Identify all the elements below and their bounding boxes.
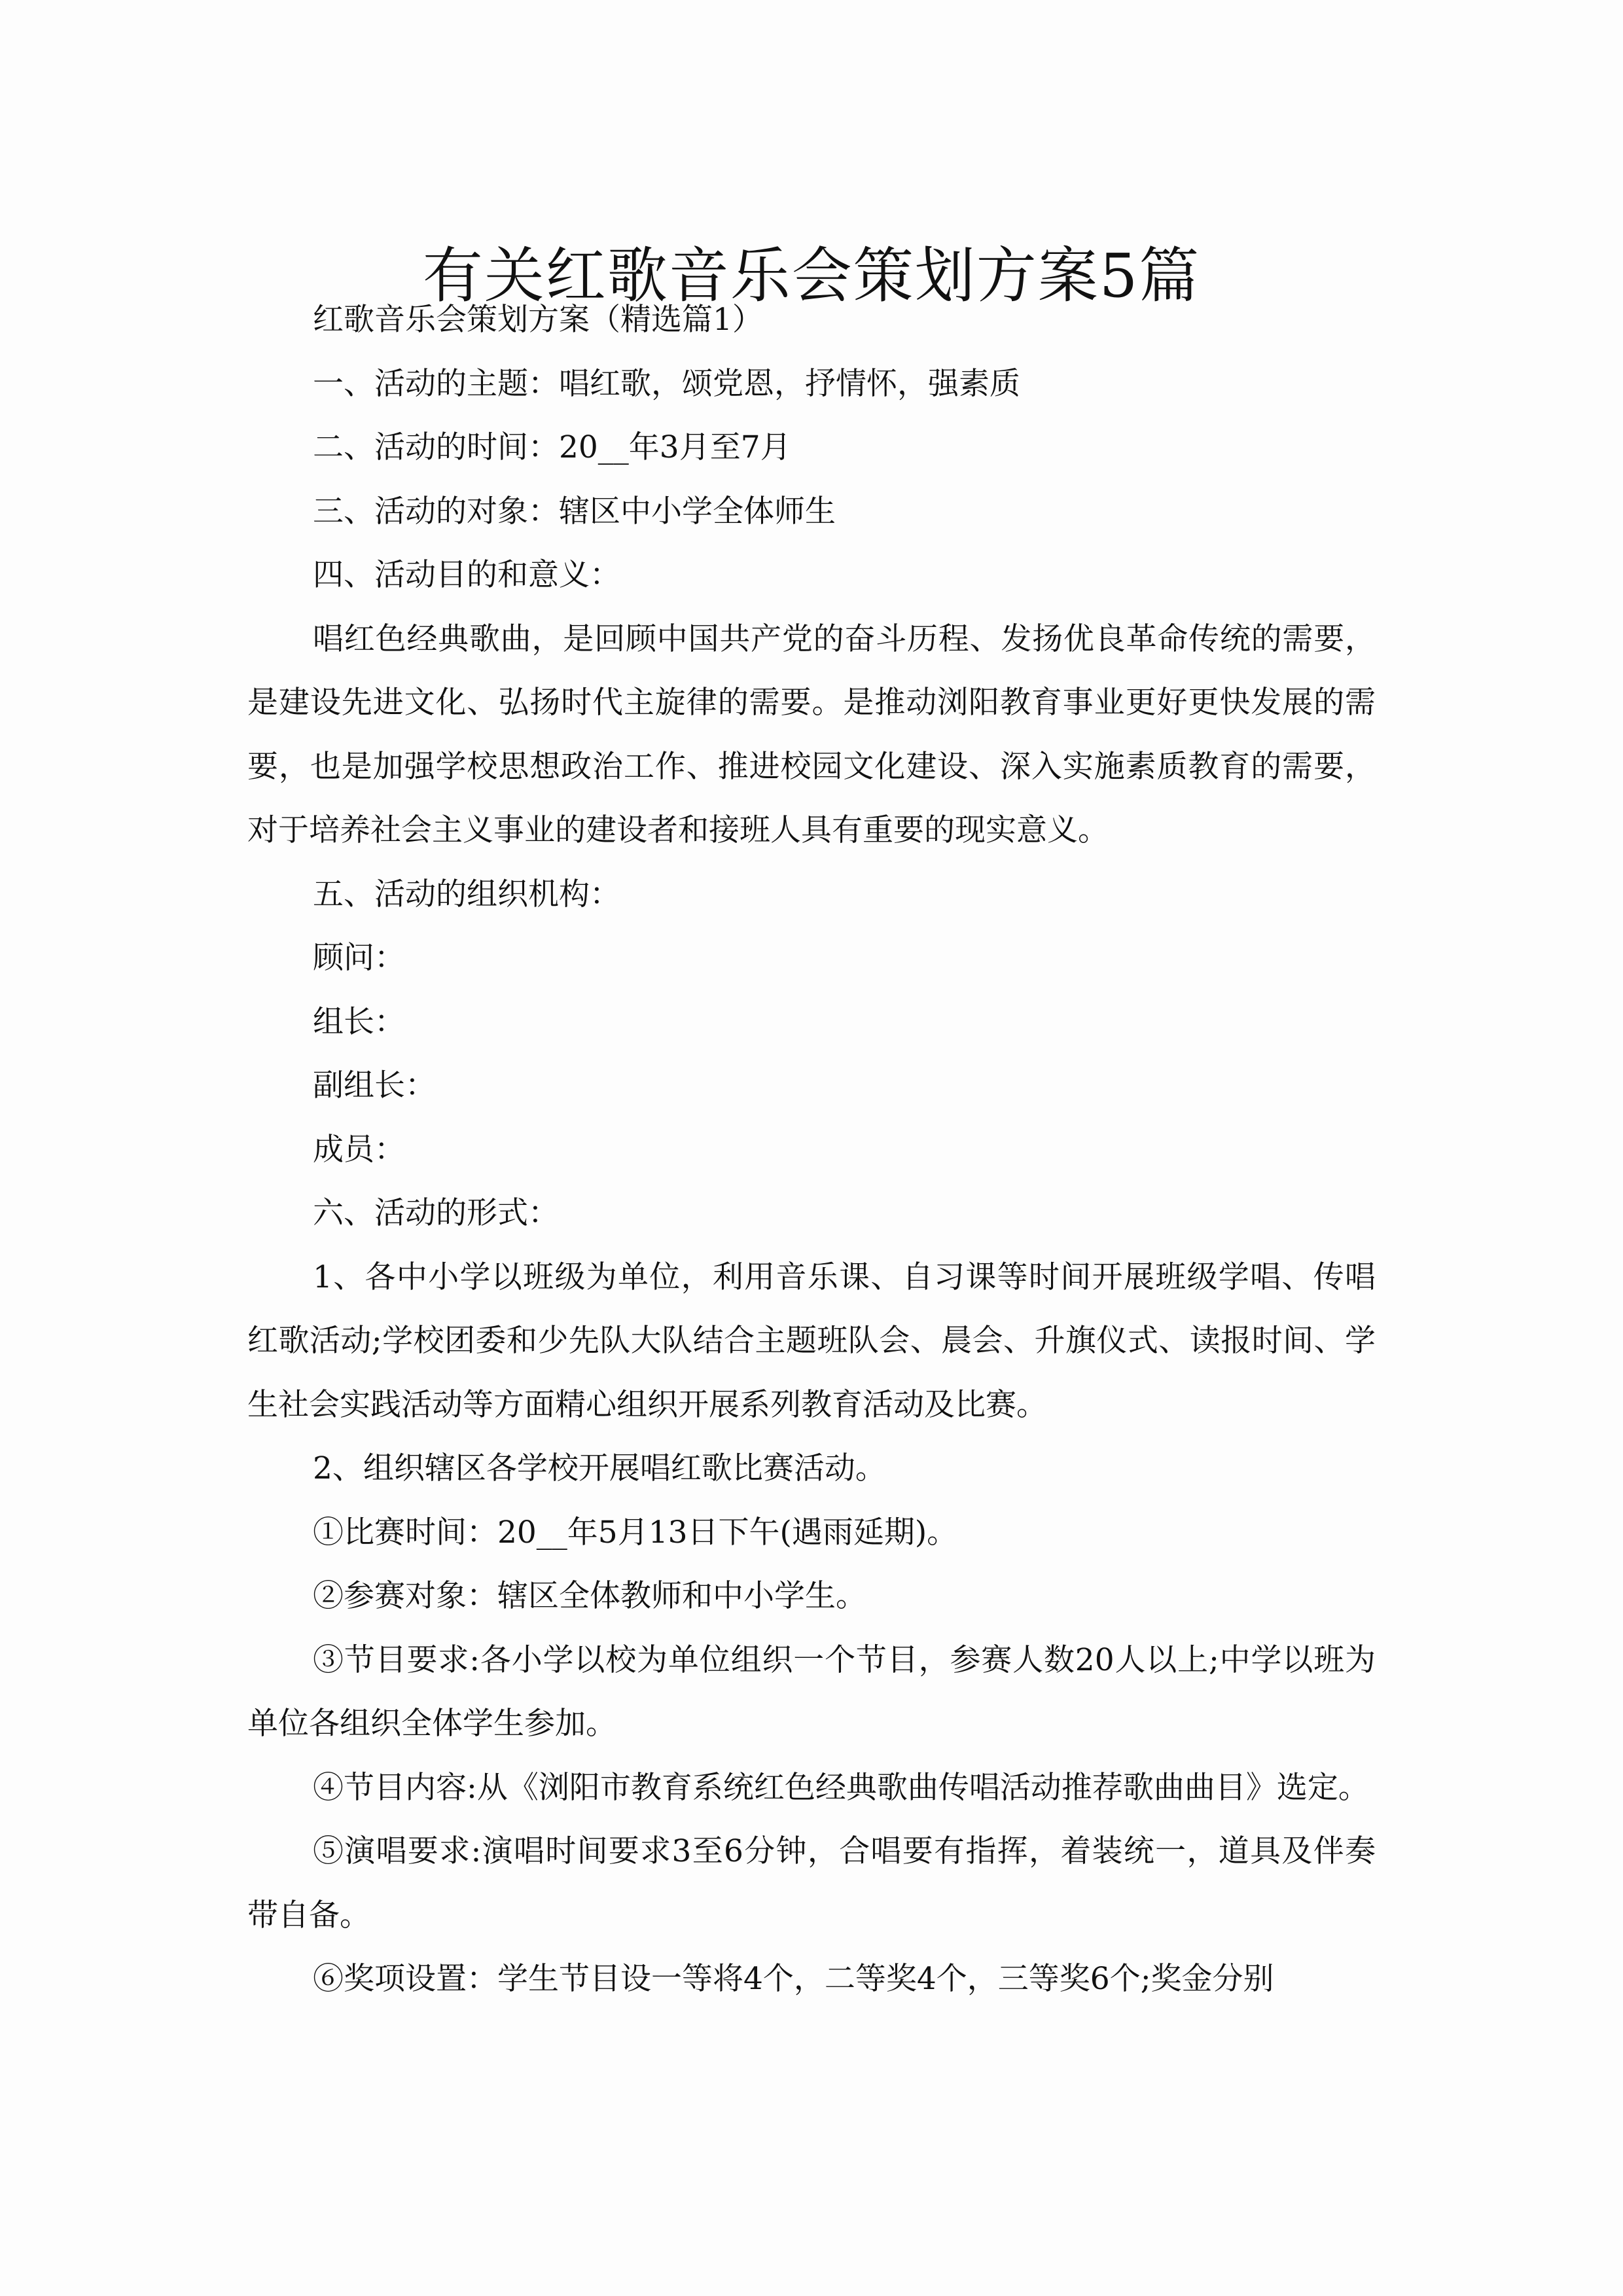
competition-participants: ②参赛对象：辖区全体教师和中小学生。: [313, 1578, 866, 1614]
format-heading: 六、活动的形式：: [313, 1195, 559, 1231]
purpose-heading: 四、活动目的和意义：: [313, 557, 620, 593]
format-item-1: 1、各中小学以班级为单位，利用音乐课、自习课等时间开展班级学唱、传唱红歌活动;学校团委和少先队大队结合主题班队会、晨会、升旗仪式、读报时间、学生社会实践活动等方面精心组织开展系列教育活动及比赛。: [247, 1259, 1376, 1423]
activity-theme: 一、活动的主题：唱红歌，颂党恩，抒情怀，强素质: [313, 365, 1020, 402]
section-heading: 红歌音乐会策划方案（精选篇1）: [313, 302, 763, 338]
document-body: [247, 288, 1376, 2011]
deputy-leader-line: 副组长：: [313, 1067, 436, 1103]
award-settings: ⑥奖项设置：学生节目设一等将4个，二等奖4个，三等奖6个;奖金分别: [313, 1961, 1274, 1997]
program-content: ④节目内容:从《浏阳市教育系统红色经典歌曲传唱活动推荐歌曲曲目》选定。: [313, 1769, 1369, 1806]
members-line: 成员：: [313, 1131, 405, 1168]
activity-target: 三、活动的对象：辖区中小学全体师生: [313, 493, 836, 529]
organization-heading: 五、活动的组织机构：: [313, 876, 620, 912]
advisor-line: 顾问：: [313, 940, 405, 976]
leader-line: 组长：: [313, 1003, 405, 1040]
singing-requirements: ⑤演唱要求:演唱时间要求3至6分钟，合唱要有指挥，着装统一，道具及伴奏带自备。: [247, 1833, 1376, 1933]
purpose-paragraph: 唱红色经典歌曲，是回顾中国共产党的奋斗历程、发扬优良革命传统的需要，是建设先进文化、弘扬时代主旋律的需要。是推动浏阳教育事业更好更快发展的需要，也是加强学校思想政治工作、推进校园文化建设、深入实施素质教育的需要，对于培养社会主义事业的建设者和接班人具有重要的现实意义。: [247, 620, 1376, 848]
program-requirements: ③节目要求:各小学以校为单位组织一个节目，参赛人数20人以上;中学以班为单位各组织全体学生参加。: [247, 1641, 1376, 1742]
competition-time: ①比赛时间：20__年5月13日下午(遇雨延期)。: [313, 1514, 958, 1551]
format-item-2: 2、组织辖区各学校开展唱红歌比赛活动。: [313, 1450, 886, 1486]
document-title: 有关红歌音乐会策划方案5篇: [422, 240, 1201, 311]
activity-time: 二、活动的时间：20__年3月至7月: [313, 429, 791, 465]
